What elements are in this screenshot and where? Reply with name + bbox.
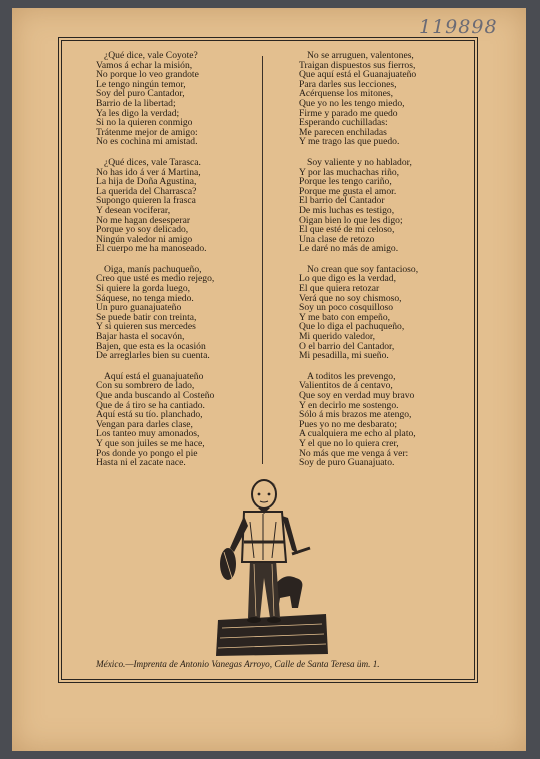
verse-line: Trátenme mejor de amigo: [96, 126, 198, 138]
verse-line: Le tengo ningún temor, [96, 78, 186, 90]
verse-line: Soy valiente y no hablador, [307, 156, 412, 168]
verse-line: Hasta ni el zacate nace. [96, 457, 186, 469]
verse-line: Acérquense los mitones, [299, 88, 394, 100]
verse-line: A cualquiera me echo al plato, [299, 428, 416, 440]
stanza [96, 372, 276, 468]
stanza [299, 51, 479, 147]
verse-line: Soy del puro Cantador, [96, 88, 185, 100]
verse-line: Sólo á mis brazos me atengo, [299, 409, 412, 421]
verse-line: Que anda buscando al Costeño [96, 390, 215, 401]
verse-line: Y me bato con empeño, [299, 311, 391, 323]
verse-line: Sáquese, no tenga miedo. [96, 292, 194, 304]
verse-line: Ningún valedor ni amigo [96, 233, 193, 245]
verse-line: Bajen, que esta es la ocasión [96, 340, 206, 352]
verse-line: Que yo no les tengo miedo, [299, 97, 405, 109]
verse-line: El que quiera retozar [299, 283, 380, 295]
verse-line: Esperando cuchilladas: [299, 117, 388, 129]
verse-line: No me hagan desesperar [96, 214, 191, 226]
verse-line: Bajar hasta el socavón, [96, 331, 185, 343]
verse-line: Que aquí está el Guanajuateño [299, 69, 417, 81]
verse-line: Y desean vociferar, [96, 204, 171, 216]
verse-line: Me parecen enchiladas [299, 126, 387, 138]
stanza [96, 51, 276, 147]
verse-line: Oigan bien lo que les digo; [299, 214, 403, 226]
verse-line: Valientitos de á centavo, [299, 380, 393, 392]
verse-line: De mis luchas es testigo, [299, 204, 395, 216]
verse-line: Firme y parado me quedo [299, 107, 398, 119]
verse-line: Soy un poco cosquilloso [299, 302, 394, 314]
stanza [96, 158, 276, 254]
verse-line: El barrio del Cantador [299, 195, 385, 207]
stanza [299, 372, 479, 468]
left-verse-column [96, 51, 276, 479]
verse-line: Y el que no lo quiera crer, [299, 437, 399, 449]
verse-line: Aquí está su tío. planchado, [96, 409, 203, 421]
right-verse-column [299, 51, 479, 479]
verse-line: Soy de puro Guanajuato. [299, 457, 395, 469]
stanza [299, 158, 479, 254]
verse-line: Porque me gusta el amor. [299, 185, 397, 197]
verse-line: Pues yo no me desbarato; [299, 418, 398, 430]
verse-line: Supongo quieren la frasca [96, 195, 196, 207]
verse-line: Vamos á echar la misión, [96, 59, 193, 71]
stanza [96, 265, 276, 361]
woodcut-illustration [214, 468, 330, 658]
verse-line: Que lo diga el pachuqueño, [299, 321, 405, 333]
verse-line: Porque yo soy delicado, [96, 224, 189, 236]
verse-line: Y en decirlo me sostengo. [299, 399, 399, 411]
verse-line: Verá que no soy chismoso, [299, 292, 402, 304]
verse-line: ¿Qué dices, vale Tarasca. [104, 156, 201, 168]
imprint-footer: México.—Imprenta de Antonio Vanegas Arroyo, Calle de Santa Teresa üm. 1. [96, 659, 380, 669]
verse-line: Lo que digo es la verdad, [299, 273, 396, 285]
verse-line: Si no la quieren conmigo [96, 117, 193, 129]
verse-line: De arreglarles bien su cuenta. [96, 350, 210, 362]
verse-line: La querida del Charrasca? [96, 185, 197, 197]
verse-line: Traigan dispuestos sus fierros, [299, 59, 416, 71]
verse-line: Y si quieren sus mercedes [96, 321, 196, 333]
verse-line: No más que me venga á ver: [299, 447, 409, 459]
verse-line: Barrio de la libertad; [96, 97, 176, 109]
verse-line: Un puro guanajuateño [96, 302, 182, 314]
verse-line: No crean que soy fantacioso, [307, 263, 419, 275]
verse-line: Mi pesadilla, mi sueño. [299, 350, 389, 362]
verse-line: No porque lo veo grandote [96, 69, 199, 81]
verse-line: Con su sombrero de lado, [96, 380, 195, 392]
verse-line: Y por las muchachas riño, [299, 166, 400, 178]
verse-line: Oiga, manís pachuqueño, [104, 263, 202, 275]
verse-line: Y que son juiles se me hace, [96, 437, 205, 449]
verse-line: El cuerpo me ha manoseado. [96, 243, 207, 255]
verse-line: Pos donde yo pongo el pie [96, 447, 198, 459]
verse-line: La hija de Doña Agustina, [96, 176, 197, 188]
verse-line: No se arruguen, valentones, [307, 50, 414, 61]
verse-line: Se puede batir con treinta, [96, 311, 197, 323]
verse-line: Mi querido valedor, [299, 331, 376, 343]
verse-line: ¿Qué dice, vale Coyote? [104, 50, 198, 61]
verse-line: Ya les digo la verdad; [96, 107, 180, 119]
verse-line: Si quiere la gorda luego, [96, 283, 191, 295]
verse-line: Le daré no más de amigo. [299, 243, 399, 255]
verse-line: Que de á tiro se ha cantiado. [96, 399, 205, 411]
verse-line: A toditos les prevengo, [307, 370, 396, 382]
verse-line: Que soy en verdad muy bravo [299, 390, 415, 401]
verse-line: Porque les tengo cariño, [299, 176, 392, 188]
verse-line: O el barrio del Cantador, [299, 340, 395, 352]
verse-line: No es cochina mi amistad. [96, 136, 198, 148]
accession-number: 119898 [419, 16, 498, 38]
verse-line: Creo que usté es medio rejego, [96, 273, 215, 285]
verse-line: Y me trago las que puedo. [299, 136, 400, 148]
verse-line: Para darles sus lecciones, [299, 78, 397, 90]
verse-line: Los tanteo muy amonados, [96, 428, 200, 440]
verse-line: Una clase de retozo [299, 233, 375, 245]
stanza [299, 265, 479, 361]
verse-line: El que esté de mi celoso, [299, 224, 395, 236]
verse-line: Vengan para darles clase, [96, 418, 193, 430]
verse-line: Aquí está el guanajuateño [104, 370, 204, 382]
verse-line: No has ido á ver á Martina, [96, 166, 201, 178]
